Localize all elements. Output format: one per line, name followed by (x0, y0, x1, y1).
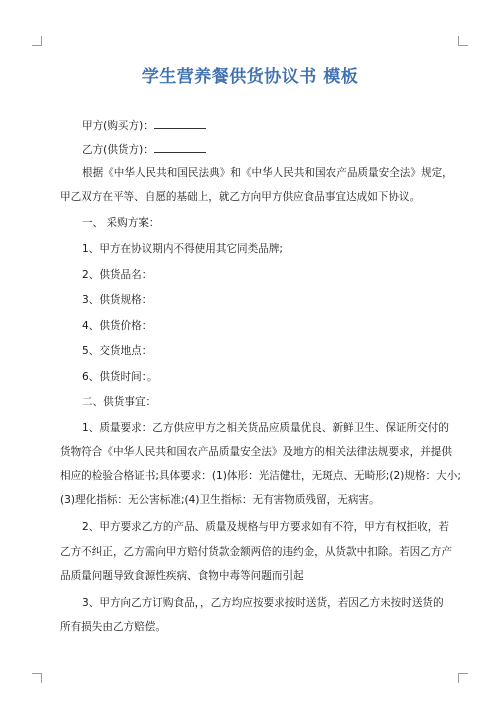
party-a-label: 甲方(购买方)： (82, 120, 154, 132)
corner-mark-top-left (32, 36, 42, 46)
preamble-line: 甲乙双方在平等、自愿的基础上，就乙方向甲方供应食品事宜达成如下协议。 (60, 191, 421, 203)
preamble-line: 根据《中华人民共和国民法典》和《中华人民共和国农产品质量安全法》规定， (82, 167, 453, 179)
paragraph-line: (3)理化指标：无公害标准;(4)卫生指标：无有害物质残留，无病害。 (60, 494, 380, 506)
corner-mark-top-right (458, 36, 468, 46)
paragraph-line: 所有损失由乙方赔偿。 (60, 621, 166, 633)
party-a-blank[interactable] (154, 118, 206, 129)
paragraph-line: 相应的检验合格证书;具体要求：(1)体形：光洁健壮，无斑点、无畸形;(2)规格：大小; (60, 470, 461, 482)
paragraph-line: 3、甲方向乙方订购食品，，乙方均应按要求按时送货，若因乙方未按时送货的 (82, 597, 444, 609)
paragraph-line: 1、质量要求：乙方供应甲方之相关货品应质量优良、新鲜卫生、保证所交付的 (82, 422, 449, 434)
list-item: 5、交货地点： (82, 345, 153, 357)
section-heading: 一、 采购方案： (82, 217, 160, 229)
party-a-line (82, 118, 445, 133)
party-b-label: 乙方(供货方)： (82, 144, 154, 156)
list-item: 1、甲方在协议期内不得使用其它同类品牌; (82, 243, 283, 255)
corner-mark-bottom-left (32, 673, 42, 683)
paragraph-line: 货物符合《中华人民共和国农产品质量安全法》及地方的相关法律法规要求，并提供 (60, 446, 452, 458)
list-item: 3、供货规格： (82, 294, 153, 306)
list-item: 2、供货品名： (82, 269, 153, 281)
list-item: 4、供货价格： (82, 320, 153, 332)
section-heading: 二、供货事宜： (82, 396, 157, 408)
list-item: 6、供货时间：。 (82, 371, 158, 383)
paragraph-line: 2、甲方要求乙方的产品、质量及规格与甲方要求如有不符，甲方有权拒收，若 (82, 521, 449, 533)
corner-mark-bottom-right (458, 673, 468, 683)
document-title: 学生营养餐供货协议书 模板 (141, 67, 359, 87)
party-b-blank[interactable] (154, 142, 206, 153)
paragraph-line: 乙方不纠正，乙方需向甲方赔付货款金额两倍的违约金，从货款中扣除。若因乙方产 (60, 546, 452, 558)
paragraph-line: 品质量问题导致食源性疾病、食物中毒等问题而引起 (60, 570, 304, 582)
party-b-line (82, 142, 445, 157)
